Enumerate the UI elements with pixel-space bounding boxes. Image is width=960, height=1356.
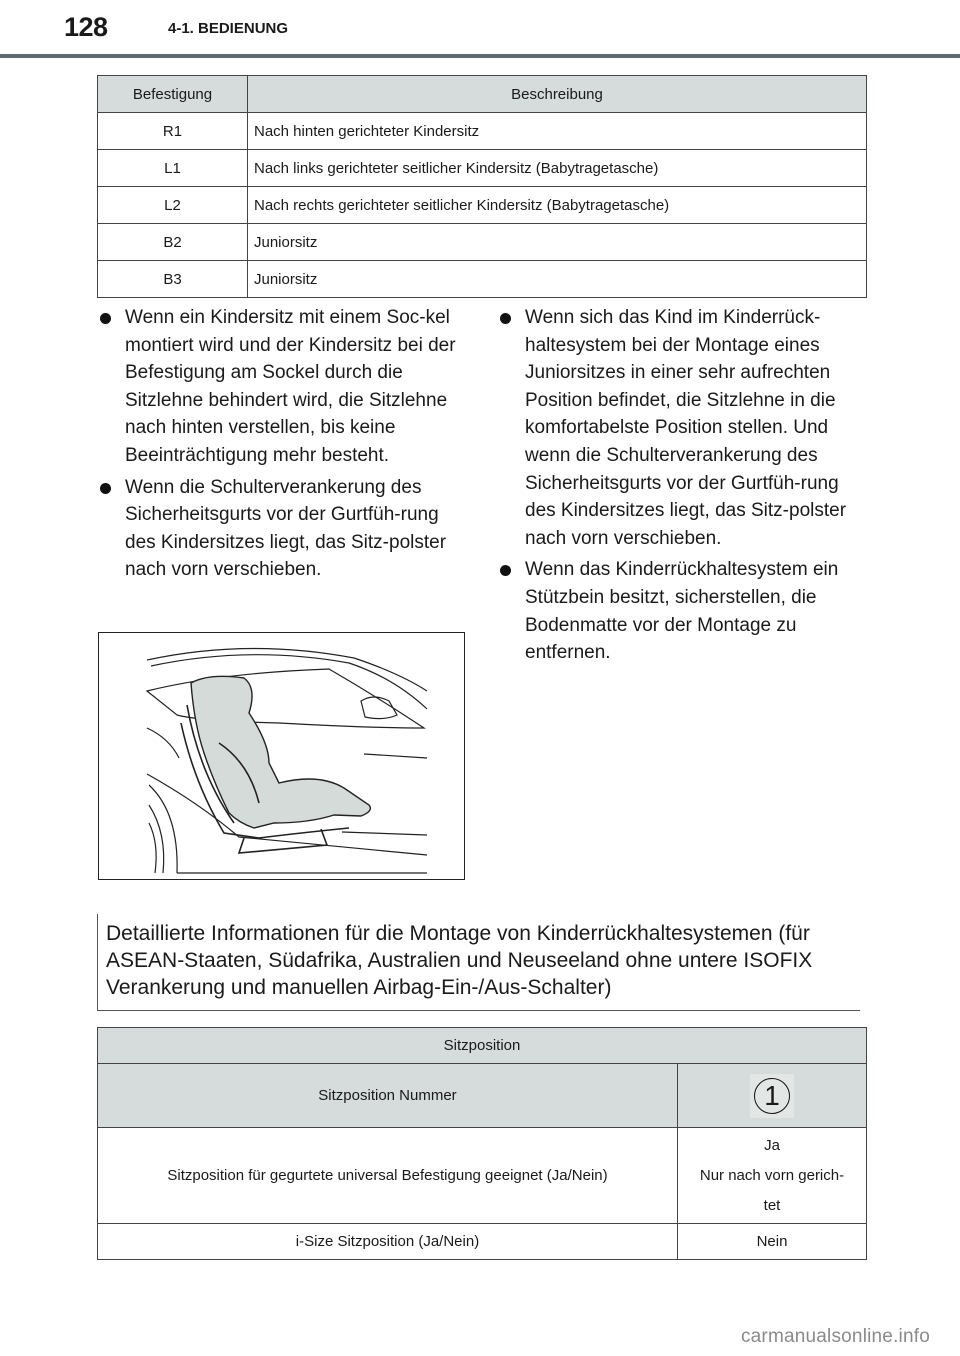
row-label: Sitzposition für gegurtete universal Befestigung geeignet (Ja/Nein) — [98, 1128, 678, 1224]
table-row — [98, 224, 867, 261]
car-seat-drawing — [99, 633, 464, 879]
bullet-icon — [100, 483, 111, 494]
child-seat-shape — [191, 676, 370, 828]
watermark[interactable]: carmanualsonline.info — [740, 1326, 930, 1347]
table-row — [98, 150, 867, 187]
row-label: i-Size Sitzposition (Ja/Nein) — [98, 1224, 678, 1260]
attachment-code: L2 — [98, 187, 248, 224]
bullet-list — [497, 304, 867, 667]
left-column — [97, 304, 467, 588]
attachment-description: Juniorsitz — [248, 261, 867, 298]
seat-position-title: Sitzposition — [98, 1028, 867, 1064]
attachment-table — [97, 75, 867, 298]
attachment-code: B3 — [98, 261, 248, 298]
bullet-item — [97, 304, 467, 470]
info-heading: Detaillierte Informationen für die Montage von Kinderrückhaltesystemen (für ASEAN-Staaten, Südafrika, Australien und Neuseeland ohne untere ISOFIX Verankerung und manuellen Airbag-Ein-/Aus-Schalter) — [106, 922, 813, 999]
mirror-outline — [361, 697, 397, 719]
attachment-description: Nach hinten gerichteter Kindersitz — [248, 113, 867, 150]
attachment-code: L1 — [98, 150, 248, 187]
bullet-icon — [500, 565, 511, 576]
bullet-text: Wenn ein Kindersitz mit einem Soc-kel montiert wird und der Kindersitz bei der Befestigung am Sockel durch die Sitzlehne behindert wird, die Sitzlehne nach hinten verstellen, bis keine Beeinträchtigung mehr besteht. — [125, 307, 456, 466]
bullet-icon — [500, 313, 511, 324]
table-header-row — [98, 1028, 867, 1064]
row-value-line: Nur nach vorn gerich- — [699, 1166, 845, 1184]
info-heading-box — [97, 914, 860, 1011]
row-value: Nein — [678, 1224, 867, 1260]
table-row — [98, 187, 867, 224]
column-header-description: Beschreibung — [248, 76, 867, 113]
bullet-text: Wenn sich das Kind im Kinderrück-haltesystem bei der Montage eines Juniorsitzes in einer sehr aufrechten Position befindet, die Sitzlehne in die komfortabelste Position stellen. Und wenn die Schulterverankerung des Sicherheitsgurts vor der Gurtfüh-rung des Kindersitzes liegt, das Sitz-polster nach vorn verschieben. — [525, 307, 847, 549]
row-value-line: Ja — [764, 1136, 780, 1154]
header-divider — [0, 54, 960, 58]
bullet-text: Wenn die Schulterverankerung des Sicherheitsgurts vor der Gurtfüh-rung des Kindersitzes liegt, das Sitz-polster nach vorn verschieben. — [125, 476, 447, 581]
table-header-row — [98, 76, 867, 113]
bullet-item — [97, 474, 467, 584]
seat-position-table — [97, 1027, 867, 1260]
column-header-attachment: Befestigung — [98, 76, 248, 113]
right-column — [497, 304, 867, 671]
seat-number-value: 1 — [754, 1078, 790, 1114]
bullet-item — [497, 304, 867, 552]
attachment-description: Juniorsitz — [248, 224, 867, 261]
attachment-description: Nach links gerichteter seitlicher Kindersitz (Babytragetasche) — [248, 150, 867, 187]
seat-number-label: Sitzposition Nummer — [98, 1064, 678, 1128]
roof-line — [147, 648, 427, 691]
table-row — [98, 1128, 867, 1224]
child-seat-illustration — [98, 632, 465, 880]
bullet-list — [97, 304, 467, 584]
table-row — [98, 261, 867, 298]
attachment-description: Nach rechts gerichteter seitlicher Kindersitz (Babytragetasche) — [248, 187, 867, 224]
row-value-line: tet — [763, 1196, 781, 1214]
seat-number-cell — [678, 1064, 867, 1128]
table-row — [98, 1224, 867, 1260]
section-title: 4-1. BEDIENUNG — [168, 20, 289, 37]
bullet-text: Wenn das Kinderrückhaltesystem ein Stützbein besitzt, sicherstellen, die Bodenmatte vor der Montage zu entfernen. — [525, 559, 839, 664]
attachment-code: B2 — [98, 224, 248, 261]
table-row — [98, 1064, 867, 1128]
row-value — [678, 1128, 867, 1224]
bullet-icon — [100, 313, 111, 324]
bullet-item — [497, 556, 867, 666]
attachment-code: R1 — [98, 113, 248, 150]
page-number: 128 — [64, 12, 108, 42]
table-row — [98, 113, 867, 150]
circled-number-icon — [750, 1074, 794, 1118]
